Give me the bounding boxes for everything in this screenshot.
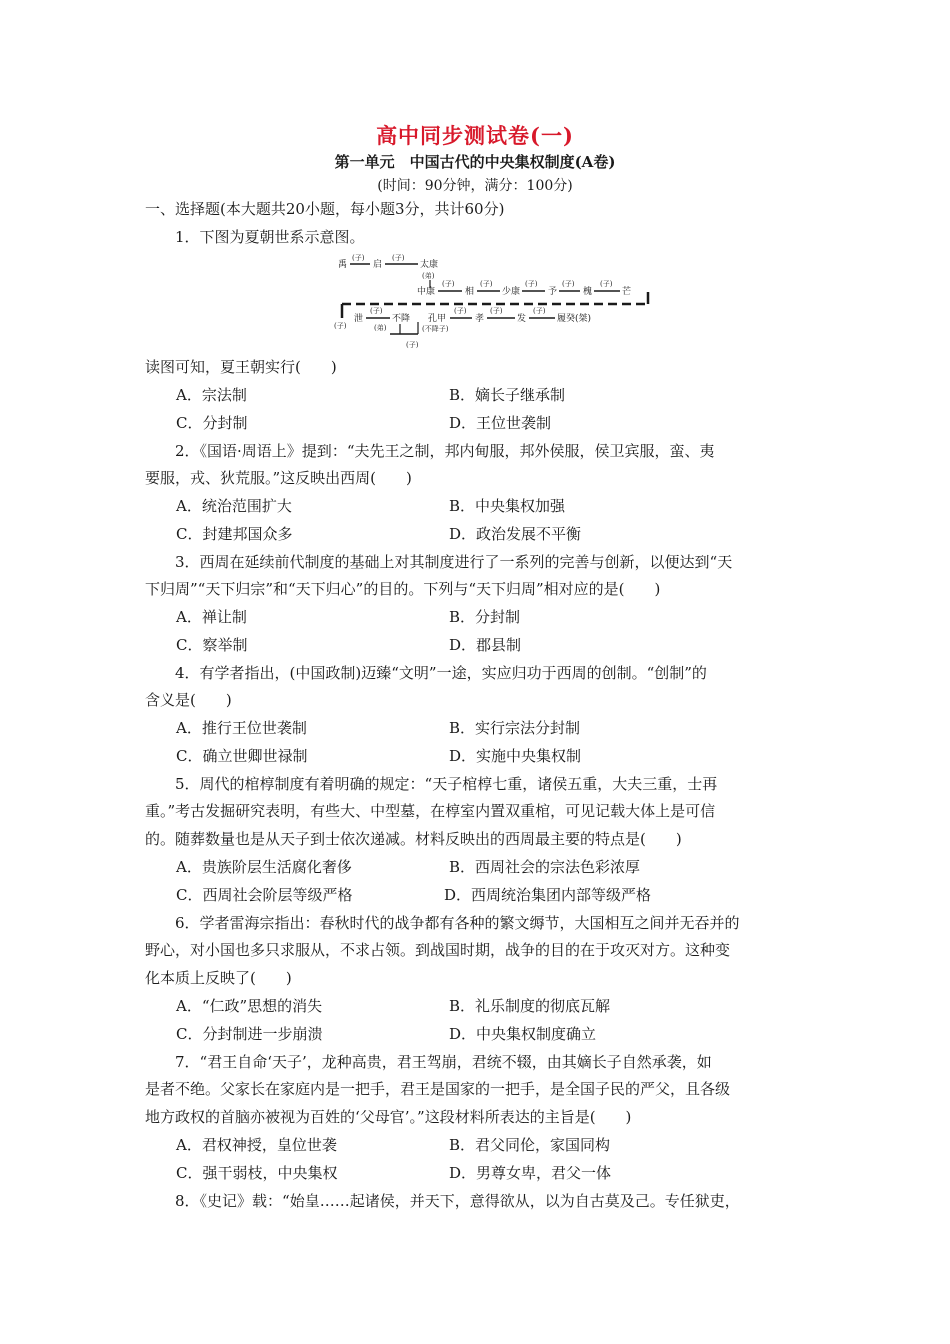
q4-option-c[interactable]: C．确立世卿世禄制 — [176, 747, 308, 765]
q1-option-d[interactable]: D．王位世袭制 — [449, 414, 552, 432]
question-7-line-1: 7．“君王自命‘天子’，龙种高贵，君王驾崩，君统不辍，由其嫡长子自然承袭，如 — [175, 1053, 712, 1071]
question-5-line-1: 5．周代的棺椁制度有着明确的规定：“天子棺椁七重，诸侯五重，大夫三重，士再 — [175, 775, 718, 793]
question-2-line-1: 2．《国语·周语上》提到：“夫先王之制，邦内甸服，邦外侯服，侯卫宾服，蛮、夷 — [175, 442, 715, 460]
q7-option-a[interactable]: A．君权神授，皇位世袭 — [176, 1136, 337, 1154]
q2-option-b[interactable]: B．中央集权加强 — [449, 497, 566, 515]
son-label: (子) — [525, 280, 538, 288]
question-7-line-2: 是者不绝。父家长在家庭内是一把手，君王是国家的一把手，是全国子民的严父，且各级 — [145, 1080, 731, 1098]
question-4-line-2: 含义是( ) — [145, 691, 232, 709]
q1-option-c[interactable]: C．分封制 — [176, 414, 248, 432]
q7-option-c[interactable]: C．强干弱枝，中央集权 — [176, 1164, 338, 1182]
q6-option-a[interactable]: A．“仁政”思想的消失 — [176, 997, 323, 1015]
node-mang: 芒 — [622, 287, 632, 297]
question-5-line-2: 重。”考古发掘研究表明，有些大、中型墓，在椁室内置双重棺，可见记载大体上是可信 — [145, 802, 716, 820]
q4-option-d[interactable]: D．实施中央集权制 — [449, 747, 582, 765]
q3-option-d[interactable]: D．郡县制 — [449, 636, 522, 654]
question-6-line-2: 野心，对小国也多只求服从，不求占领。到战国时期，战争的目的在于攻灭对方。这种变 — [145, 941, 731, 959]
question-4-line-1: 4．有学者指出，(中国政制)迈臻“文明”一途，实应归功于西周的创制。“创制”的 — [175, 664, 707, 682]
q4-option-b[interactable]: B．实行宗法分封制 — [449, 719, 581, 737]
q5-option-c[interactable]: C．西周社会阶层等级严格 — [176, 886, 353, 904]
son-label: (子) — [334, 322, 347, 330]
question-1-stem: 1．下图为夏朝世系示意图。 — [175, 228, 365, 246]
page-title: 高中同步测试卷(一) — [376, 123, 574, 148]
question-7-line-3: 地方政权的首脑亦被视为百姓的‘父母官’。”这段材料所表达的主旨是( ) — [145, 1108, 632, 1126]
node-huai: 槐 — [583, 287, 593, 297]
son-label: (子) — [454, 307, 467, 315]
question-3-line-1: 3．西周在延续前代制度的基础上对其制度进行了一系列的完善与创新，以便达到“天 — [175, 553, 733, 571]
son-label: (子) — [562, 280, 575, 288]
node-lugui: 履癸(桀) — [557, 314, 592, 324]
node-fa: 发 — [517, 314, 527, 324]
node-shaokang: 少康 — [502, 287, 521, 297]
unit-subtitle: 第一单元 中国古代的中央集权制度(A卷) — [334, 153, 616, 171]
question-8-line-1: 8．《史记》载：“始皇……起诸侯，并天下，意得欲从，以为自古莫及己。专任狱吏， — [175, 1192, 740, 1210]
node-gao: 孝 — [475, 314, 485, 324]
q5-option-a[interactable]: A．贵族阶层生活腐化奢侈 — [176, 858, 352, 876]
q5-option-d[interactable]: D．西周统治集团内部等级严格 — [444, 886, 652, 904]
q3-option-a[interactable]: A．禅让制 — [176, 608, 247, 626]
son-label: (子) — [352, 254, 365, 262]
q2-option-a[interactable]: A．统治范围扩大 — [176, 497, 292, 515]
node-bujiang: 不降 — [392, 314, 411, 324]
xia-lineage-diagram — [330, 252, 660, 352]
node-zhongkang: 中康 — [417, 287, 436, 297]
node-xiang: 相 — [465, 287, 475, 297]
node-xie: 泄 — [354, 314, 364, 324]
q7-option-d[interactable]: D．男尊女卑，君父一体 — [449, 1164, 612, 1182]
son-label: (子) — [480, 280, 493, 288]
question-2-line-2: 要服，戎、狄荒服。”这反映出西周( ) — [145, 469, 412, 487]
brother-label: (弟) — [374, 324, 387, 332]
q4-option-a[interactable]: A．推行王位世袭制 — [176, 719, 307, 737]
note-bujiang-son: (不降子) — [422, 325, 449, 333]
question-6-line-1: 6．学者雷海宗指出：春秋时代的战争都有各种的繁文缛节，大国相互之间并无吞并的 — [175, 914, 740, 932]
question-3-line-2: 下归周”“天下归宗”和“天下归心”的目的。下列与“天下归周”相对应的是( ) — [145, 580, 661, 598]
son-label: (子) — [370, 307, 383, 315]
q2-option-d[interactable]: D．政治发展不平衡 — [449, 525, 582, 543]
q1-option-a[interactable]: A．宗法制 — [176, 386, 247, 404]
section-heading: 一、选择题(本大题共20小题，每小题3分，共计60分) — [145, 200, 505, 218]
question-1-after: 读图可知，夏王朝实行( ) — [145, 358, 337, 376]
son-label: (子) — [392, 254, 405, 262]
node-kongjia: 孔甲 — [428, 314, 447, 324]
node-yu2: 予 — [548, 287, 558, 297]
time-info: (时间：90分钟，满分：100分) — [377, 178, 573, 194]
son-label: (子) — [600, 280, 613, 288]
q2-option-c[interactable]: C．封建邦国众多 — [176, 525, 293, 543]
son-label: (子) — [490, 307, 503, 315]
son-label: (子) — [406, 341, 419, 349]
son-label: (子) — [442, 280, 455, 288]
q1-option-b[interactable]: B．嫡长子继承制 — [449, 386, 566, 404]
question-6-line-3: 化本质上反映了( ) — [145, 969, 292, 987]
question-5-line-3: 的。随葬数量也是从天子到士依次递减。材料反映出的西周最主要的特点是( ) — [145, 830, 682, 848]
q7-option-b[interactable]: B．君父同伦，家国同构 — [449, 1136, 611, 1154]
q3-option-b[interactable]: B．分封制 — [449, 608, 521, 626]
q5-option-b[interactable]: B．西周社会的宗法色彩浓厚 — [449, 858, 641, 876]
son-label: (子) — [533, 307, 546, 315]
q6-option-b[interactable]: B．礼乐制度的彻底瓦解 — [449, 997, 611, 1015]
q6-option-c[interactable]: C．分封制进一步崩溃 — [176, 1025, 323, 1043]
q3-option-c[interactable]: C．察举制 — [176, 636, 248, 654]
node-taikang: 太康 — [420, 260, 439, 270]
q6-option-d[interactable]: D．中央集权制度确立 — [449, 1025, 597, 1043]
node-qi: 启 — [373, 260, 383, 270]
node-yu: 禹 — [338, 260, 348, 270]
brother-label: (弟) — [422, 272, 435, 280]
